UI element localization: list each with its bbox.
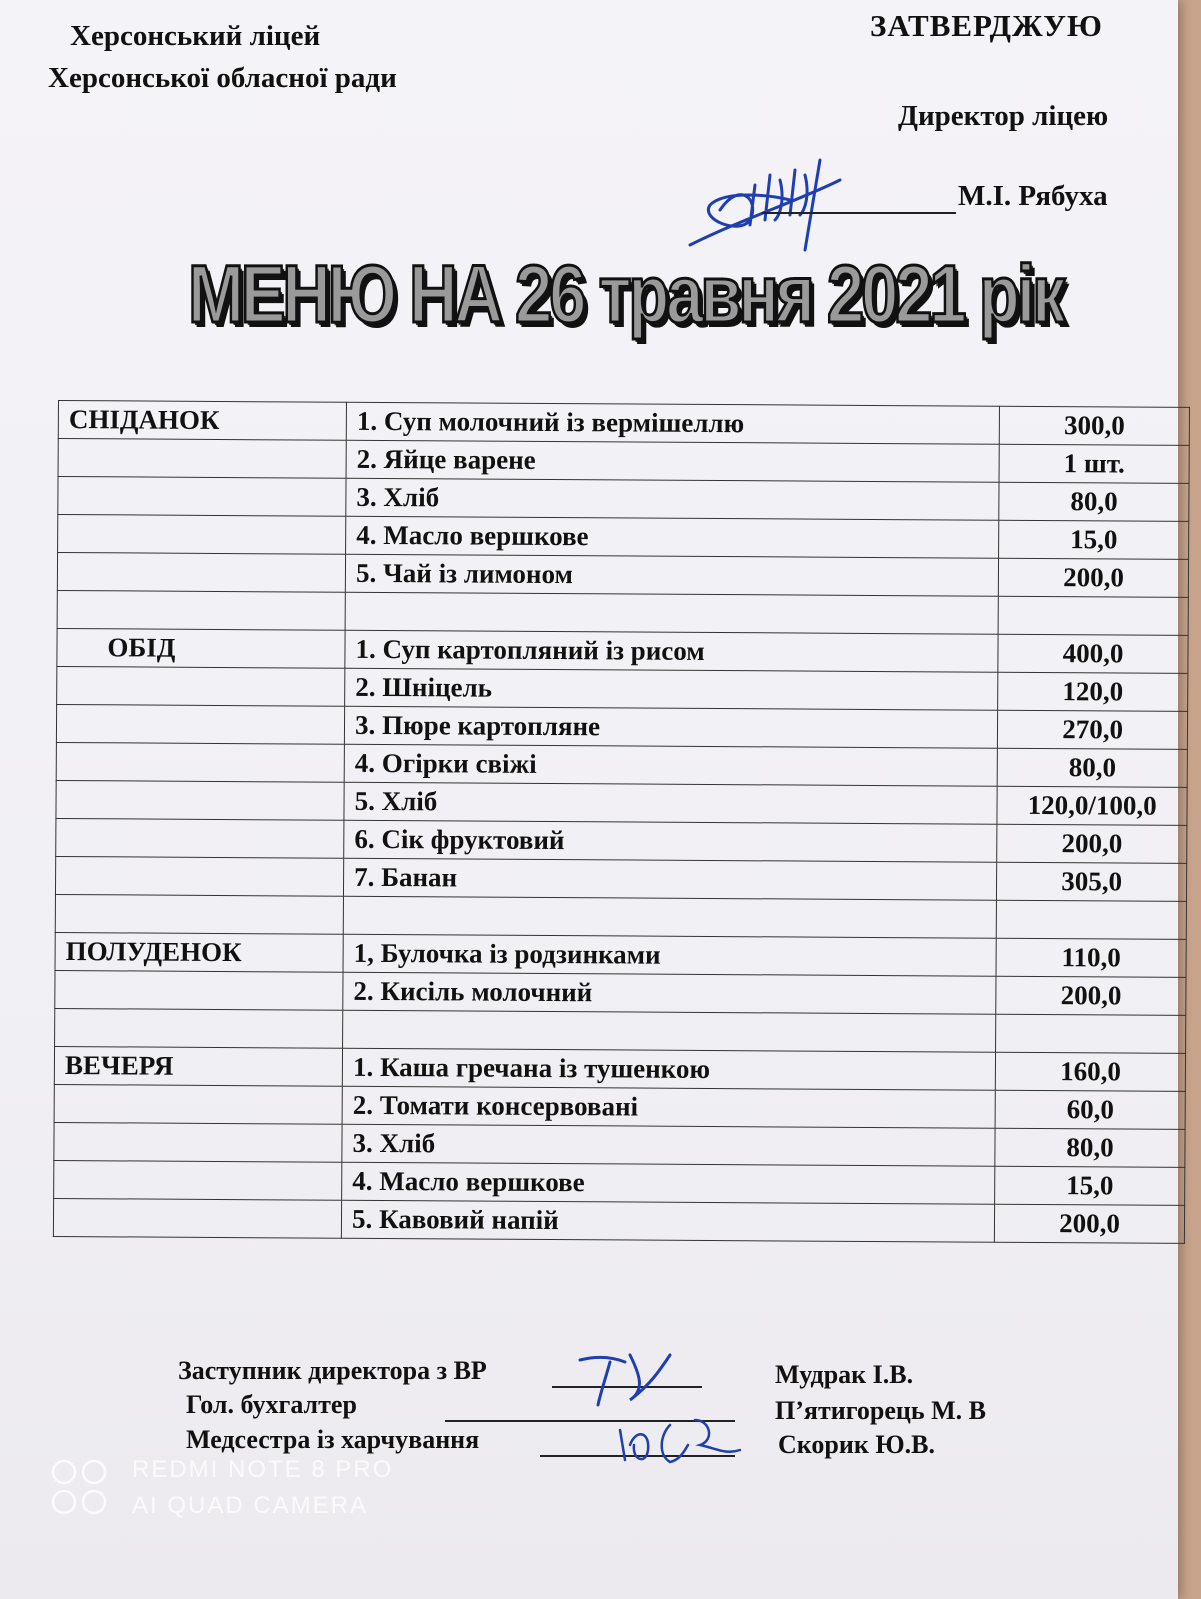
quantity-cell: 80,0 xyxy=(997,748,1187,787)
director-name: М.І. Рябуха xyxy=(958,180,1108,212)
dish-cell: 3. Хліб xyxy=(342,1124,995,1166)
meal-cell xyxy=(58,477,346,517)
menu-table xyxy=(53,400,1190,1244)
director-title: Директор ліцею xyxy=(898,100,1109,132)
dish-cell: 7. Банан xyxy=(344,858,997,900)
meal-cell xyxy=(54,1160,342,1200)
watermark-line2: AI QUAD CAMERA xyxy=(132,1492,369,1519)
quantity-cell: 200,0 xyxy=(996,976,1186,1015)
dish-cell: 2. Томати консервовані xyxy=(342,1086,995,1128)
quantity-cell: 200,0 xyxy=(995,1204,1185,1243)
meal-cell xyxy=(56,704,344,744)
approve-heading: ЗАТВЕРДЖУЮ xyxy=(870,8,1103,43)
meal-cell xyxy=(57,666,345,706)
meal-cell xyxy=(56,742,344,782)
dish-cell: 1. Суп картопляний із рисом xyxy=(345,630,998,672)
meal-cell xyxy=(56,780,344,820)
meal-cell xyxy=(54,1084,342,1124)
quantity-cell: 300,0 xyxy=(999,406,1189,445)
quantity-cell: 1 шт. xyxy=(999,444,1189,483)
dish-cell: 1. Суп молочний із вермішеллю xyxy=(346,402,999,444)
dish-cell: 5. Чай із лимоном xyxy=(345,554,998,596)
menu-title: МЕНЮ НА 26 травня 2021 рік xyxy=(188,249,1063,340)
watermark-line1: REDMI NOTE 8 PRO xyxy=(132,1456,394,1483)
quantity-cell: 60,0 xyxy=(995,1090,1185,1129)
meal-cell: ВЕЧЕРЯ xyxy=(54,1046,342,1086)
meal-cell xyxy=(55,1008,343,1048)
dish-cell xyxy=(345,592,998,634)
dish-cell: 2. Шніцель xyxy=(345,668,998,710)
meal-cell xyxy=(57,553,345,593)
meal-cell xyxy=(54,1122,342,1162)
meal-cell: ОБІД xyxy=(57,628,345,668)
meal-cell xyxy=(58,515,346,555)
quantity-cell: 160,0 xyxy=(996,1052,1186,1091)
quantity-cell: 80,0 xyxy=(999,482,1189,521)
meal-cell xyxy=(53,1198,341,1238)
dish-cell: 5. Кавовий напій xyxy=(341,1200,994,1242)
deputy-name: Мудрак І.В. xyxy=(775,1360,914,1389)
dish-cell: 2. Яйце варене xyxy=(346,440,999,482)
meal-cell xyxy=(56,818,344,858)
menu-row xyxy=(53,1198,1184,1243)
meal-cell: ПОЛУДЕНОК xyxy=(55,932,343,972)
meal-cell xyxy=(58,439,346,479)
dish-cell: 4. Масло вершкове xyxy=(342,1162,995,1204)
quantity-cell: 270,0 xyxy=(998,710,1188,749)
accountant-title: Гол. бухгалтер xyxy=(186,1390,357,1419)
meal-cell xyxy=(55,894,343,934)
quantity-cell: 110,0 xyxy=(996,938,1186,977)
quantity-cell xyxy=(996,1014,1186,1053)
dish-cell: 4. Масло вершкове xyxy=(346,516,999,558)
director-signature-line xyxy=(762,212,956,214)
quantity-cell xyxy=(996,900,1186,939)
dish-cell: 4. Огірки свіжі xyxy=(344,744,997,786)
dish-cell: 3. Хліб xyxy=(346,478,999,520)
deputy-title: Заступник директора з ВР xyxy=(178,1356,487,1385)
nurse-name: Скорик Ю.В. xyxy=(778,1430,935,1459)
nurse-title: Медсестра із харчування xyxy=(186,1425,480,1454)
quantity-cell: 400,0 xyxy=(998,634,1188,673)
quantity-cell: 80,0 xyxy=(995,1128,1185,1167)
nurse-signature xyxy=(600,1400,760,1470)
meal-cell xyxy=(55,856,343,896)
dish-cell xyxy=(343,1010,996,1052)
org-name-line1: Херсонський ліцей xyxy=(70,20,321,52)
quantity-cell xyxy=(998,596,1188,635)
dish-cell xyxy=(343,896,996,938)
quantity-cell: 305,0 xyxy=(997,862,1187,901)
meal-cell xyxy=(57,590,345,630)
accountant-name: П’ятигорець М. В xyxy=(775,1396,986,1425)
dish-cell: 1. Каша гречана із тушенкою xyxy=(342,1048,995,1090)
camera-lens-icon xyxy=(50,1458,110,1518)
dish-cell: 5. Хліб xyxy=(344,782,997,824)
director-signature xyxy=(680,140,870,260)
quantity-cell: 200,0 xyxy=(997,824,1187,863)
quantity-cell: 200,0 xyxy=(999,558,1189,597)
quantity-cell: 120,0/100,0 xyxy=(997,786,1187,825)
meal-cell: СНІДАНОК xyxy=(58,401,346,441)
quantity-cell: 15,0 xyxy=(995,1166,1185,1205)
quantity-cell: 120,0 xyxy=(998,672,1188,711)
dish-cell: 6. Сік фруктовий xyxy=(344,820,997,862)
meal-cell xyxy=(55,970,343,1010)
quantity-cell: 15,0 xyxy=(999,520,1189,559)
dish-cell: 3. Пюре картопляне xyxy=(344,706,997,748)
dish-cell: 1, Булочка із родзинками xyxy=(343,934,996,976)
dish-cell: 2. Кисіль молочний xyxy=(343,972,996,1014)
org-name-line2: Херсонської обласної ради xyxy=(48,62,397,94)
